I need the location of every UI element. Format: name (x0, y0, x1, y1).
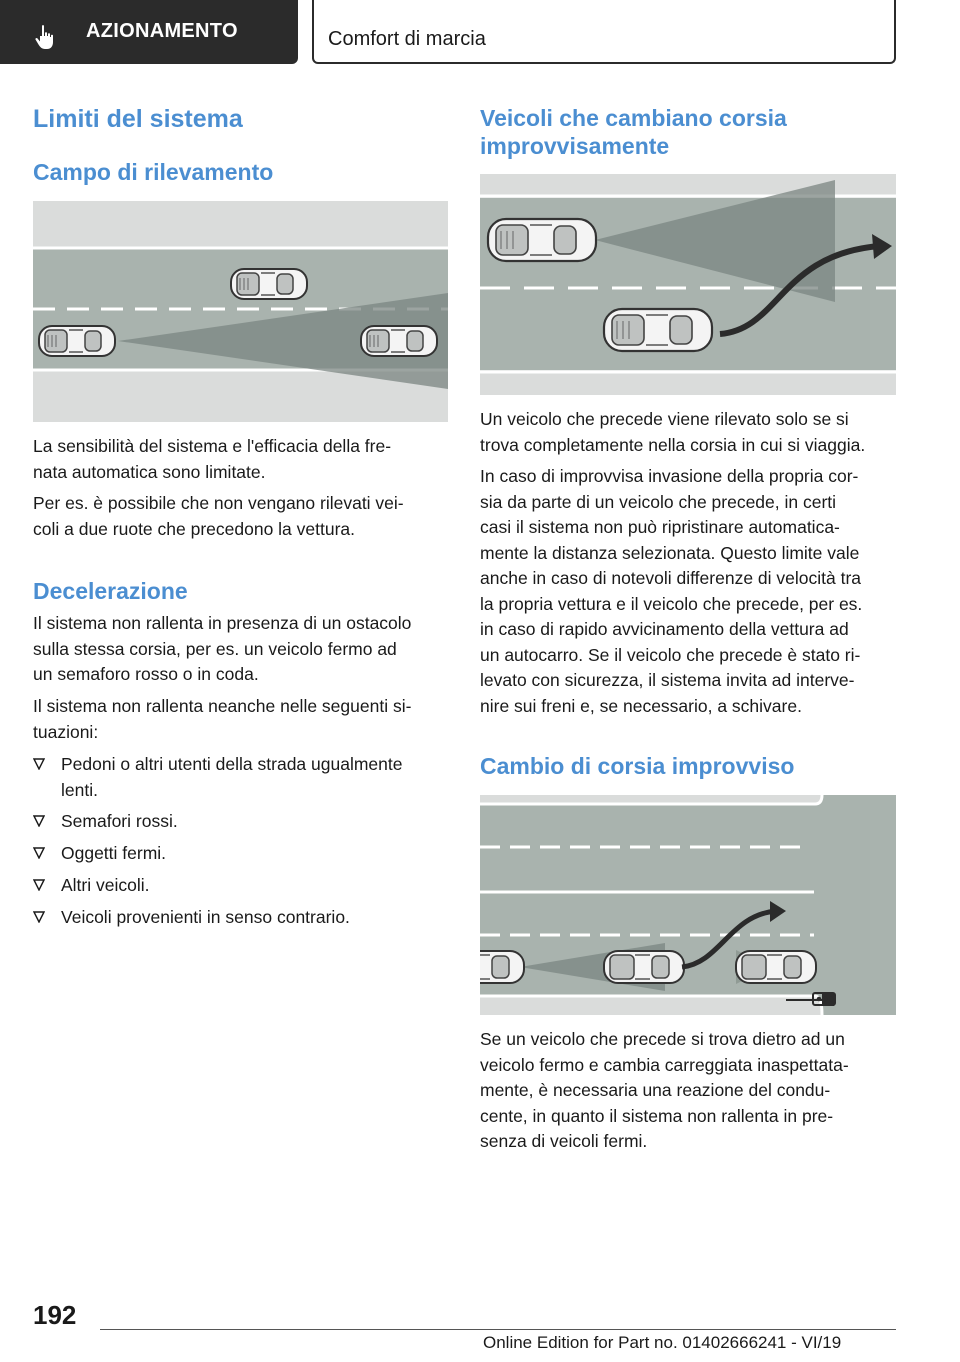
figure-detection-range (33, 201, 448, 422)
heading-detection-range: Campo di rilevamento (33, 159, 274, 185)
triangle-bullet-icon (33, 815, 45, 827)
paragraph-sudden-invasion: In caso di improvvisa invasione della propria cor- sia da parte di un veicolo che precede, in certi casi il sistema non può ripristinare automatica- mente la distanza selezionata. Questo limite vale anche in caso di notevoli differenze di velocità tra la propria vettura e il veicolo che precede, per es. in caso di rapido avvicinamento della vettura ad un autocarro. Se il veicolo che precede è stato ri- levato con sicurezza, il sistema invita ad interve- nire sui freni e, se necessario, a schivare. (480, 466, 863, 716)
triangle-bullet-icon (33, 758, 45, 770)
chapter-title-box (312, 0, 896, 64)
paragraph-situations: Il sistema non rallenta neanche nelle seguenti si- tuazioni: (33, 696, 412, 742)
chapter-title: Comfort di marcia (328, 28, 486, 50)
stationary-vehicle (736, 951, 816, 983)
paragraph-two-wheelers: Per es. è possibile che non vengano rilevati vei- coli a due ruote che precedono la vettura. (33, 493, 404, 539)
section-label: AZIONAMENTO (86, 20, 238, 42)
own-vehicle (361, 326, 437, 356)
car-ahead-adjacent-lane (231, 269, 307, 299)
hand-pointer-icon (34, 24, 58, 50)
heading-system-limits: Limiti del sistema (33, 105, 243, 133)
vehicle-cutting-in (604, 309, 712, 351)
section-tab (0, 0, 298, 64)
heading-lane-changing-vehicles: Veicoli che cambiano corsia improvvisamente (480, 105, 787, 159)
triangle-bullet-icon (33, 847, 45, 859)
car-ahead-same-lane (39, 326, 115, 356)
paragraph-detected-lane: Un veicolo che precede viene rilevato solo se si trova completamente nella corsia in cui si viaggia. (480, 409, 866, 455)
page-number: 192 (33, 1300, 77, 1330)
triangle-bullet-icon (33, 879, 45, 891)
edition-note: Online Edition for Part no. 01402666241 - VI/19 (483, 1333, 842, 1352)
paragraph-stationary-vehicle: Se un veicolo che precede si trova dietro ad un veicolo fermo e cambia carreggiata inaspettata- mente, è necessaria una reazione del condu- cente, in quanto il sistema non rallenta in pre- senza di veicoli fermi. (480, 1029, 849, 1151)
heading-sudden-lane-change: Cambio di corsia improvviso (480, 753, 795, 779)
heading-deceleration: Decelerazione (33, 578, 188, 604)
paragraph-obstacle: Il sistema non rallenta in presenza di un ostacolo sulla stessa corsia, per es. un veicolo fermo ad un semaforo rosso o in coda. (33, 613, 412, 684)
footer-divider (100, 1329, 896, 1330)
figure-lane-changing-vehicles (480, 174, 896, 395)
vehicle-changing-lane (604, 951, 684, 983)
page-header (0, 0, 960, 66)
figure-sudden-lane-change (480, 795, 896, 1015)
paragraph-sensitivity: La sensibilità del sistema e l'efficacia della fre- nata automatica sono limitate. (33, 436, 392, 482)
triangle-bullet-icon (33, 911, 45, 923)
own-vehicle (488, 219, 596, 261)
own-vehicle (480, 951, 524, 983)
